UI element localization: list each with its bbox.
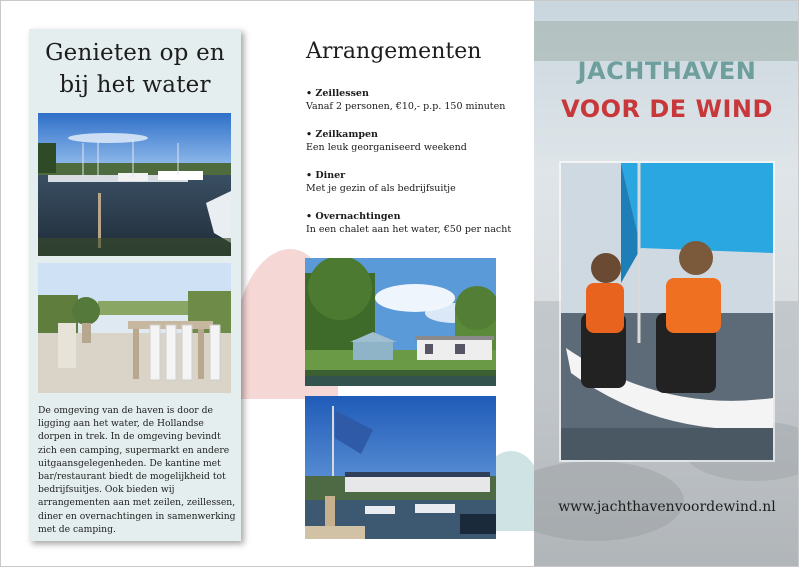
left-panel-title: [29, 37, 241, 101]
arrangement-name: • Zeillessen: [306, 88, 369, 99]
brand-voor-de-wind: VOOR DE WIND: [561, 95, 773, 123]
brand-jachthaven: JACHTHAVEN: [577, 57, 757, 85]
arrangement-desc: In een chalet aan het water, €50 per nacht: [306, 224, 512, 235]
arrangements-heading: Arrangementen: [306, 39, 482, 64]
left-body-text: De omgeving van de haven is door de ligging aan het water, de Hollandse dorpen in trek. In de omgeving bevindt zich een camping, supermarkt en andere uitgaansgelegenheden. De kantine met bar/restaurant biedt de mogelijkheid tot bedrijfsuitjes. Ook bieden wij arrangementen aan met zeilen, zeillessen, diner en overnachtingen in samenwerking met de camping.: [38, 405, 236, 535]
arrangement-desc: Met je gezin of als bedrijfsuitje: [306, 183, 456, 194]
brand-name-line2: [534, 94, 799, 124]
right-cover-panel: [534, 1, 799, 567]
arrangement-desc: Vanaf 2 personen, €10,- p.p. 150 minuten: [306, 101, 506, 112]
harbour-flag-photo: [305, 396, 496, 539]
list-item: [306, 128, 521, 169]
website-url: www.jachthavenvoordewind.nl: [558, 499, 776, 515]
left-title-line2: bij het water: [59, 72, 211, 98]
brand-name-line1: [534, 56, 799, 86]
list-item: [306, 210, 521, 251]
list-item: [306, 87, 521, 128]
list-item: [306, 169, 521, 210]
chalet-photo: [305, 258, 496, 386]
arrangement-desc: Een leuk georganiseerd weekend: [306, 142, 467, 153]
marina-photo: [38, 113, 231, 256]
arrangements-list: [306, 87, 521, 251]
left-title-line1: Genieten op en: [45, 40, 225, 66]
arrangement-name: • Zeilkampen: [306, 129, 378, 140]
sailing-kids-photo: [561, 163, 773, 460]
left-info-panel: [29, 29, 241, 541]
terrace-photo: [38, 263, 231, 393]
arrangement-name: • Overnachtingen: [306, 211, 401, 222]
arrangement-name: • Diner: [306, 170, 346, 181]
